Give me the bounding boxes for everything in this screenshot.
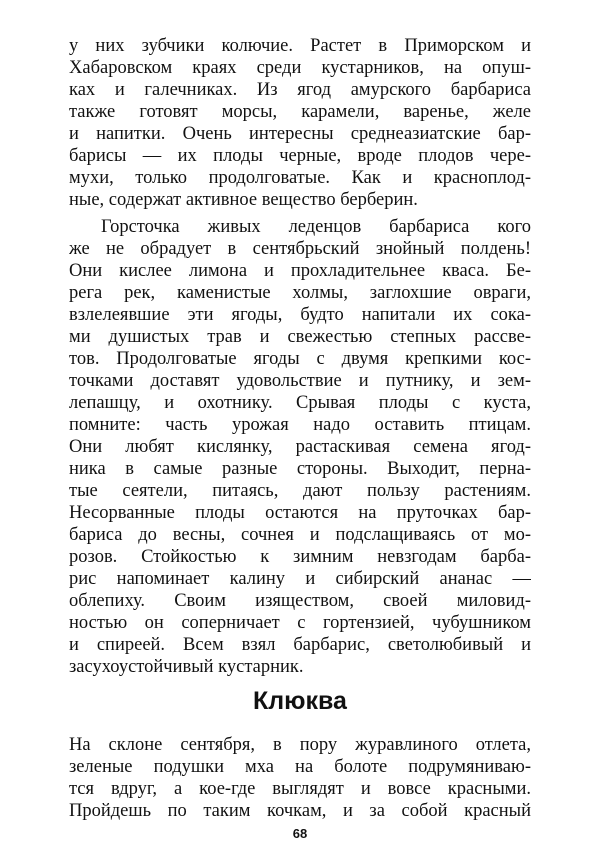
- text-line: Пройдешь по таким кочкам, и за собой красный: [69, 801, 531, 821]
- text-line: засухоустойчивый кустарник.: [69, 657, 304, 677]
- text-line: ностью он соперничает с гортензией, чубушником: [69, 613, 531, 633]
- text-line: тые сеятели, питаясь, дают пользу растениям.: [69, 481, 531, 501]
- text-line: розов. Стойкостью к зимним невзгодам барба-: [69, 547, 531, 567]
- text-line: рега рек, каменистые холмы, заглохшие овраги,: [69, 283, 531, 303]
- text-line: бариса до весны, сочнея и подслащиваясь от мо-: [69, 525, 531, 545]
- text-line: взлелеявшие эти ягоды, будто напитали их сока-: [69, 305, 531, 325]
- text-line: ках и галечниках. Из ягод амурского барбариса: [69, 80, 531, 100]
- text-line: тов. Продолговатые ягоды с двумя крепкими кос-: [69, 349, 531, 369]
- text-line: рис напоминает калину и сибирский ананас —: [69, 569, 531, 589]
- text-line: точками доставят удовольствие и путнику, и зем-: [69, 371, 531, 391]
- text-line: у них зубчики колючие. Растет в Приморском и: [69, 36, 531, 56]
- text-line: же не обрадует в сентябрьский знойный полдень!: [69, 239, 531, 259]
- section-heading-cranberry: Клюква: [253, 687, 347, 715]
- text-line: Они любят кислянку, растаскивая семена ягод-: [69, 437, 531, 457]
- text-line: также готовят морсы, карамели, варенье, желе: [69, 102, 531, 122]
- text-line: барисы — их плоды черные, вроде плодов чере-: [69, 146, 531, 166]
- text-line: зеленые подушки мха на болоте подрумяниваю-: [69, 757, 531, 777]
- text-line: мухи, только продолговатые. Как и краснoплод-: [69, 168, 531, 188]
- page-number: 68: [292, 826, 308, 841]
- text-line: и напитки. Очень интересны среднеазиатские бар-: [69, 124, 531, 144]
- text-line: помните: часть урожая надо оставить птицам.: [69, 415, 531, 435]
- text-line: Хабаровском краях среди кустарников, на опуш-: [69, 58, 531, 78]
- text-line: На склоне сентября, в пору журавлиного отлета,: [69, 735, 531, 755]
- text-line: ные, содержат активное вещество берберин.: [69, 190, 418, 210]
- text-line: тся вдруг, а кое-где выглядят и вовсе красными.: [69, 779, 531, 799]
- text-line: Горсточка живых леденцов барбариса кого: [101, 217, 531, 237]
- text-line: и спиреей. Всем взял барбарис, светолюбивый и: [69, 635, 531, 655]
- text-line: Они кислее лимона и прохладительнее кваса. Бе-: [69, 261, 531, 281]
- text-line: Несорванные плоды остаются на прутoчках бар-: [69, 503, 531, 523]
- text-line: лепашцу, и охотнику. Срывая плоды с куста,: [69, 393, 531, 413]
- text-line: ника в самые разные стороны. Выходит, перна-: [69, 459, 531, 479]
- text-line: облепиху. Своим изяществом, своей миловид-: [69, 591, 531, 611]
- text-line: ми душистых трав и свежестью степных рассве-: [69, 327, 531, 347]
